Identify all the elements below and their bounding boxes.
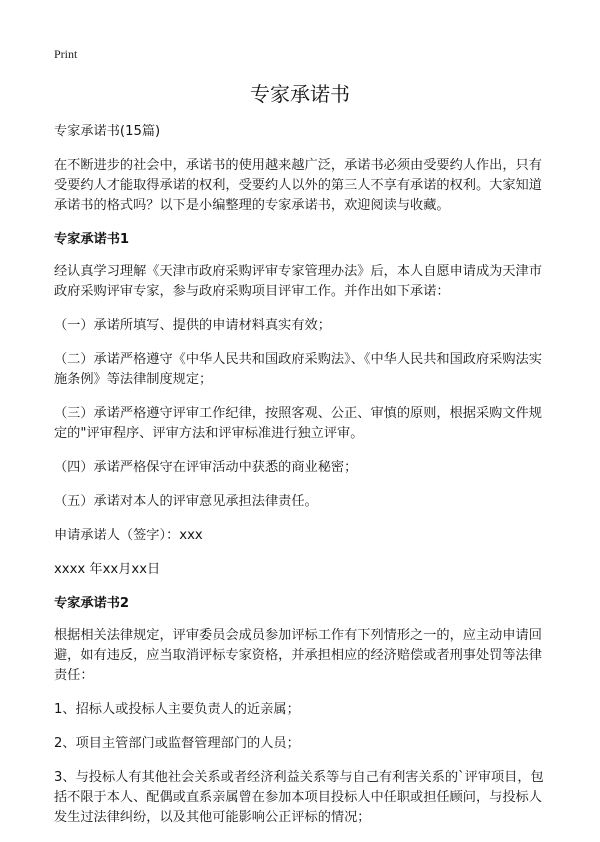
section-1-item-1: （一）承诺所填写、提供的申请材料真实有效； — [54, 318, 331, 333]
section-1-signature: 申请承诺人（签字）：xxx — [54, 528, 203, 543]
section-1-item-3: （三）承诺严格遵守评审工作纪律，按照客观、公正、审慎的原则，根据采购文件规定的"评审程序、评审方法和评审标准进行独立评审。 — [54, 406, 542, 441]
intro-paragraph: 在不断进步的社会中，承诺书的使用越来越广泛，承诺书必须由受要约人作出，只有受要约人才能取得承诺的权利，受要约人以外的第三人不享有承诺的权利。大家知道承诺书的格式吗？以下是小编整理的专家承诺书，欢迎阅读与收藏。 — [54, 158, 542, 213]
section-2-opening: 根据相关法律规定，评审委员会成员参加评标工作有下列情形之一的，应主动申请回避，如有违反，应当取消评标专家资格，并承担相应的经济赔偿或者刑事处罚等法律责任： — [54, 628, 542, 683]
document-subtitle: 专家承诺书(15篇) — [54, 124, 161, 139]
print-link[interactable]: Print — [54, 47, 78, 61]
document-content — [54, 122, 550, 842]
section-1-item-5: （五）承诺对本人的评审意见承担法律责任。 — [54, 494, 318, 509]
section-2-item-1: 1、招标人或投标人主要负责人的近亲属； — [54, 702, 300, 717]
page-title: 专家承诺书 — [250, 82, 350, 106]
section-2-heading: 专家承诺书2 — [54, 596, 130, 611]
section-2-item-2: 2、项目主管部门或监督管理部门的人员； — [54, 736, 300, 751]
section-1-heading: 专家承诺书1 — [54, 232, 130, 247]
section-1-item-2: （二）承诺严格遵守《中华人民共和国政府采购法》、《中华人民共和国政府采购法实施条例》等法律制度规定； — [54, 352, 542, 387]
section-1-item-4: （四）承诺严格保守在评审活动中获悉的商业秘密； — [54, 460, 358, 475]
section-1-date: xxxx 年xx月xx日 — [54, 562, 161, 577]
section-1-opening: 经认真学习理解《天津市政府采购评审专家管理办法》后，本人自愿申请成为天津市政府采购评审专家，参与政府采购项目评审工作。并作出如下承诺： — [54, 264, 542, 299]
section-2-item-3: 3、与投标人有其他社会关系或者经济利益关系等与自己有利害关系的`评审项目，包括不限于本人、配偶或直系亲属曾在参加本项目投标人中任职或担任顾问，与投标人发生过法律纠纷，以及其他可能影响公正评标的情况； — [54, 770, 544, 825]
